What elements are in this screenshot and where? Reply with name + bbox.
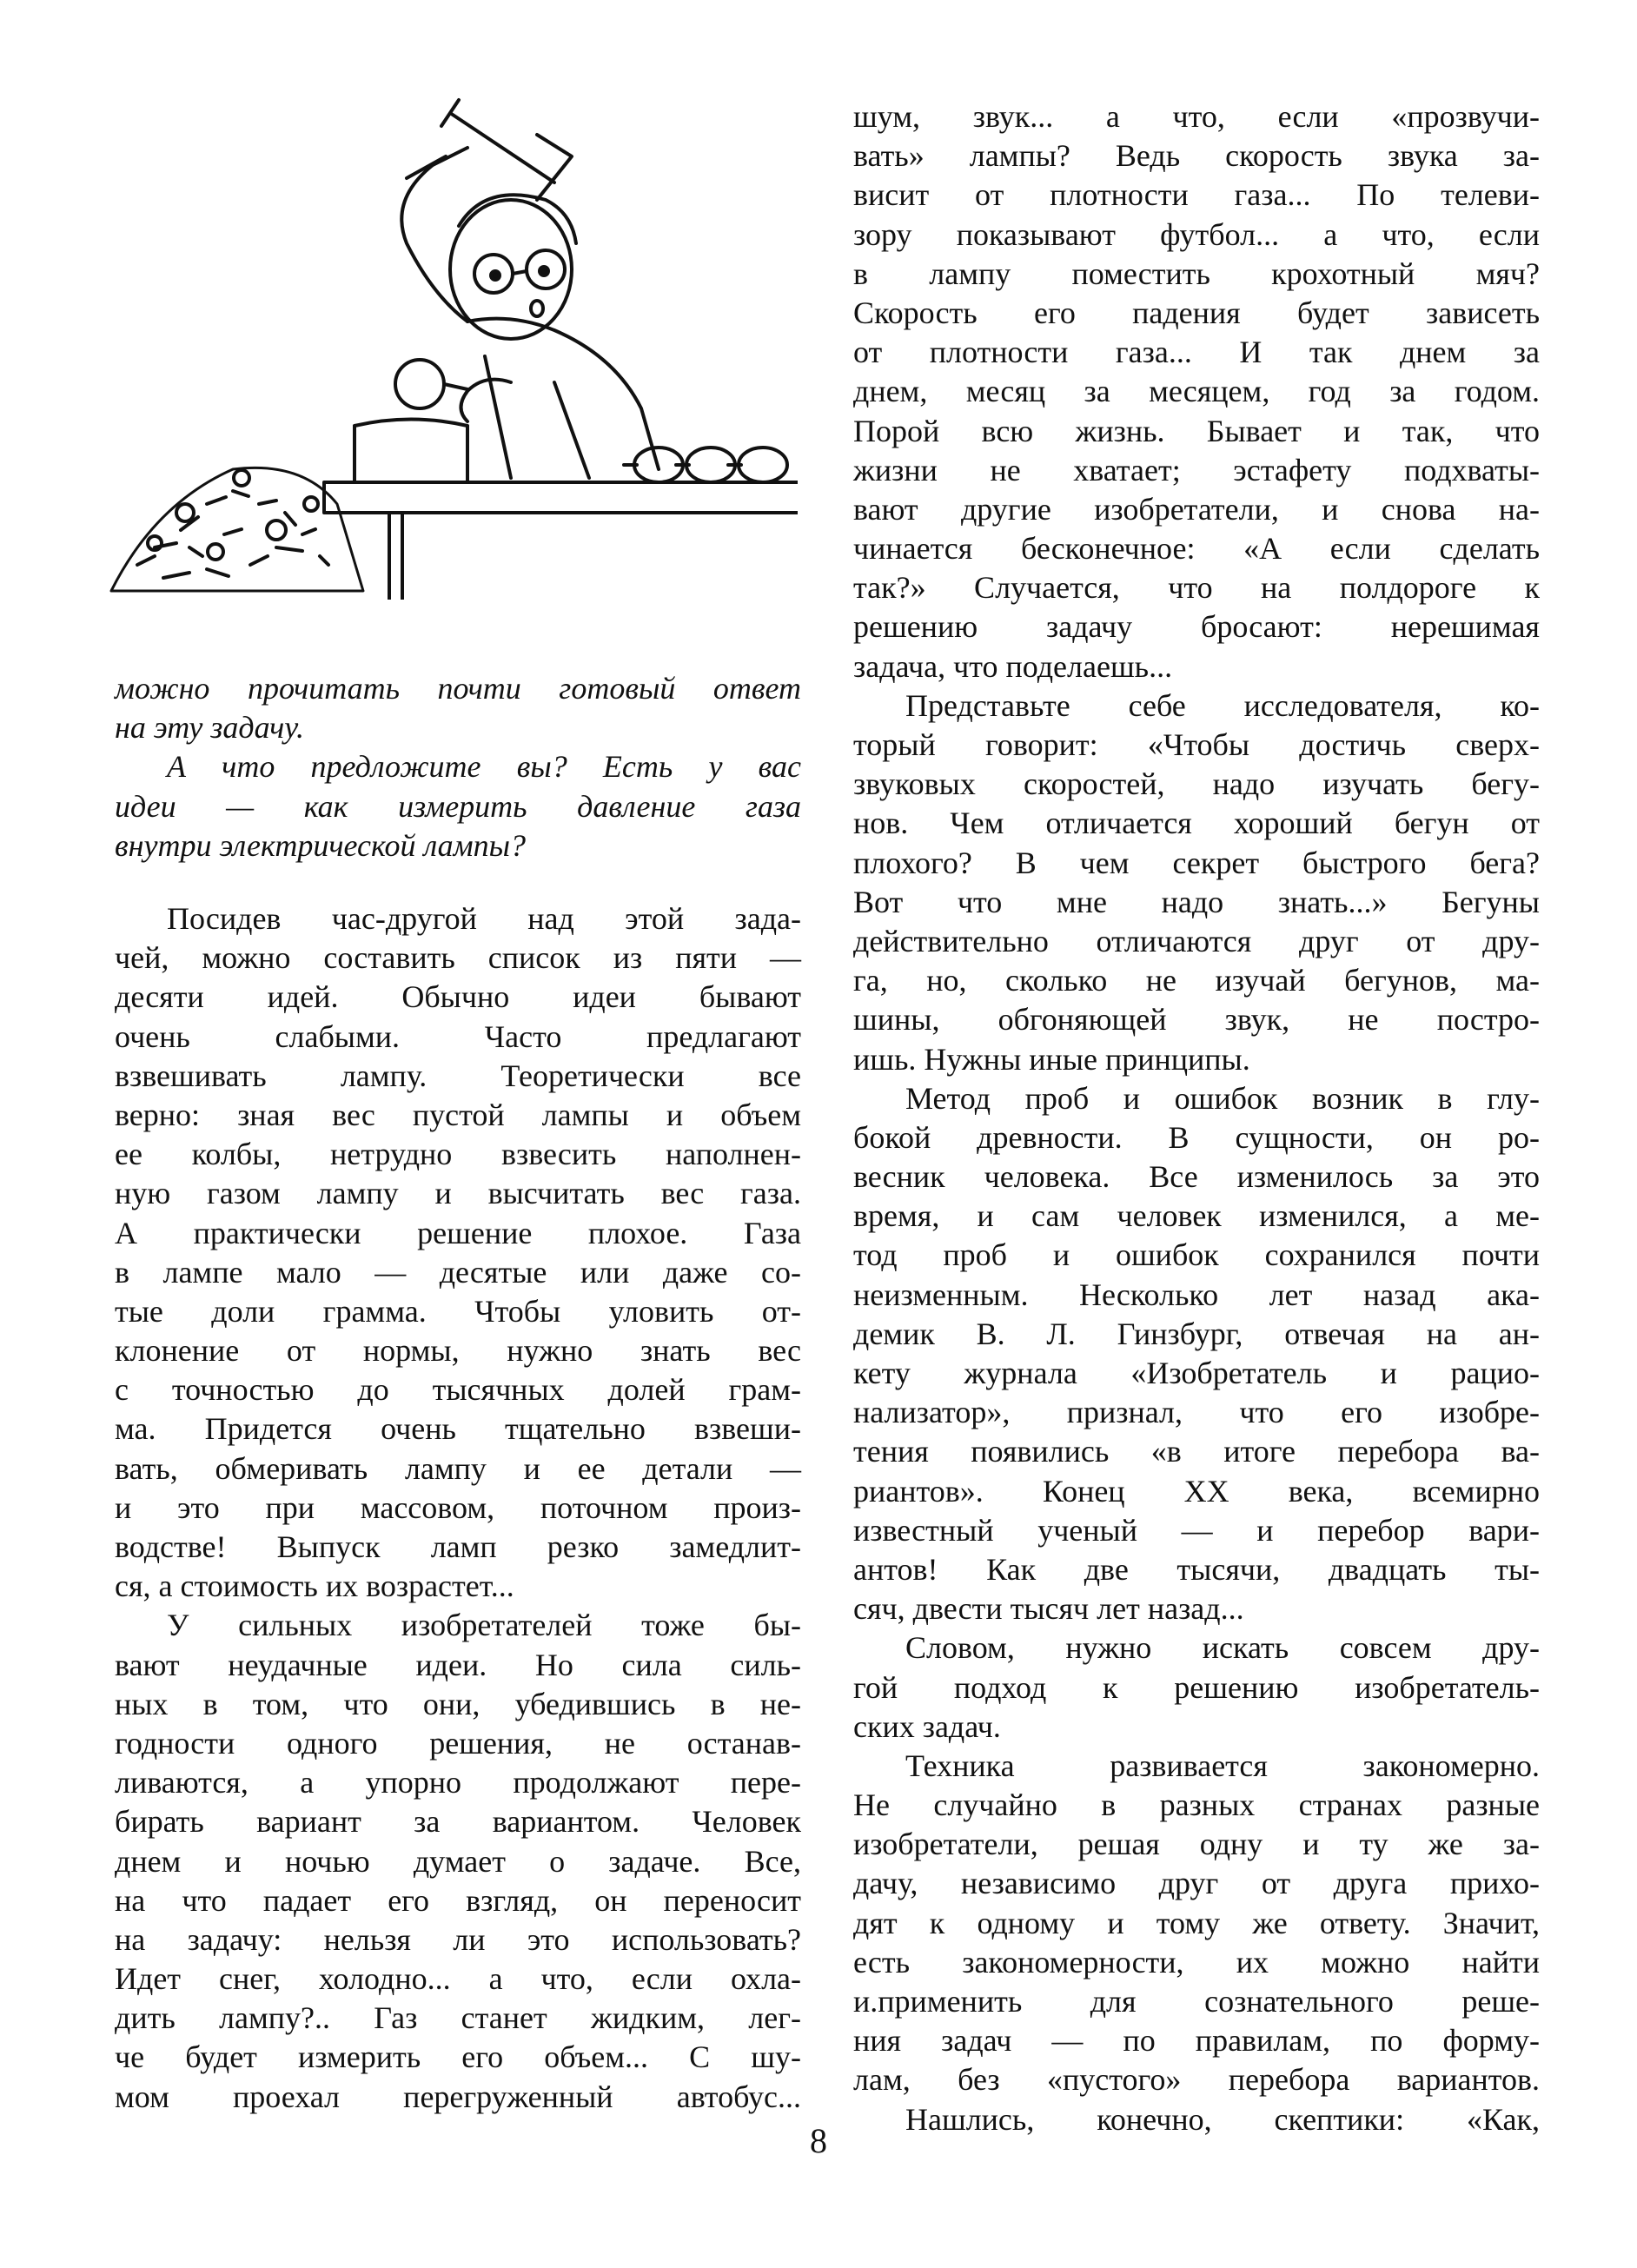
text-line: чинается бесконечное: «А если сделать bbox=[853, 531, 1540, 567]
text-line: взвешивать лампу. Теоретически все bbox=[115, 1058, 801, 1093]
caption-line: на эту задачу. bbox=[115, 710, 305, 746]
text-line: А практически решение плохое. Газа bbox=[115, 1215, 801, 1250]
text-line: дят к одному и тому же ответу. Значит, bbox=[853, 1905, 1540, 1940]
text-line: водстве! Выпуск ламп резко замедлит- bbox=[115, 1529, 801, 1564]
right-column bbox=[853, 97, 1540, 2139]
text-line: демик В. Л. Гинзбург, отвечая на ан- bbox=[853, 1316, 1540, 1351]
text-line: дить лампу?.. Газ станет жидким, лег- bbox=[115, 2000, 801, 2036]
cylinder bbox=[355, 420, 467, 483]
text-line: бирать вариант за вариантом. Человек bbox=[115, 1804, 801, 1840]
text-line: клонение от нормы, нужно знать вес bbox=[115, 1333, 801, 1369]
caption-line: идеи — как измерить давление газа bbox=[115, 788, 801, 824]
text-line: днем и ночью думает о задаче. Все, bbox=[115, 1843, 801, 1879]
text-line: чей, можно составить список из пяти — bbox=[115, 940, 801, 976]
text-line: нализатор», признал, что его изобре- bbox=[853, 1395, 1540, 1430]
text-line: в лампу поместить крохотный мяч? bbox=[853, 255, 1540, 291]
text-line: лам, без «пустого» перебора вариантов. bbox=[853, 2062, 1540, 2098]
text-line: десяти идей. Обычно идеи бывают bbox=[115, 979, 801, 1015]
text-line: Идет снег, холодно... а что, если охла- bbox=[115, 1961, 801, 1997]
text-line: шум, звук... а что, если «прозвучи- bbox=[853, 99, 1540, 134]
text-line: Скорость его падения будет зависеть bbox=[853, 295, 1540, 330]
caption-line: А что предложите вы? Есть у вас bbox=[167, 749, 801, 785]
text-line: ся, а стоимость их возрастет... bbox=[115, 1568, 514, 1604]
text-line: Не случайно в разных странах разные bbox=[853, 1787, 1540, 1823]
text-line: днем, месяц за месяцем, год за годом. bbox=[853, 374, 1540, 409]
text-line: тод проб и ошибок сохранился почти bbox=[853, 1237, 1540, 1273]
text-line: Представьте себе исследователя, ко- bbox=[905, 687, 1540, 723]
text-line: известный ученый — и перебор вари- bbox=[853, 1512, 1540, 1548]
text-line: Словом, нужно искать совсем дру- bbox=[905, 1630, 1540, 1666]
text-line: нов. Чем отличается хороший бегун от bbox=[853, 806, 1540, 841]
text-line: Вот что мне надо знать...» Бегуны bbox=[853, 884, 1540, 919]
text-line: гой подход к решению изобретатель- bbox=[853, 1669, 1540, 1705]
text-line: звуковых скоростей, надо изучать бегу- bbox=[853, 766, 1540, 802]
text-line: че будет измерить его объем... С шу- bbox=[115, 2039, 801, 2075]
text-line: Посидев час-другой над этой зада- bbox=[167, 901, 801, 936]
text-line: есть закономерности, их можно найти bbox=[853, 1944, 1540, 1980]
text-line: зору показывают футбол... а что, если bbox=[853, 216, 1540, 252]
text-line: ния задач — по правилам, по форму- bbox=[853, 2023, 1540, 2059]
text-line: действительно отличаются друг от дру- bbox=[853, 923, 1540, 958]
left-column bbox=[115, 899, 801, 2117]
text-line: на что падает его взгляд, он переносит bbox=[115, 1882, 801, 1918]
text-line: га, но, сколько не изучай бегунов, ма- bbox=[853, 963, 1540, 998]
text-line: сяч, двести тысяч лет назад... bbox=[853, 1591, 1244, 1627]
text-line: ных в том, что они, убедившись в не- bbox=[115, 1686, 801, 1721]
text-line: решению задачу бросают: нерешимая bbox=[853, 609, 1540, 645]
text-line: годности одного решения, не останав- bbox=[115, 1725, 801, 1761]
text-line: У сильных изобретателей тоже бы- bbox=[167, 1608, 801, 1643]
inventor-illustration bbox=[103, 96, 798, 600]
text-line: бокой древности. В сущности, он ро- bbox=[853, 1119, 1540, 1155]
text-line: в лампе мало — десятые или даже со- bbox=[115, 1254, 801, 1290]
text-line: ее колбы, нетрудно взвесить наполнен- bbox=[115, 1137, 801, 1172]
text-line: ма. Придется очень тщательно взвеши- bbox=[115, 1411, 801, 1447]
text-line: верно: зная вес пустой лампы и объем bbox=[115, 1097, 801, 1132]
text-line: ную газом лампу и высчитать вес газа. bbox=[115, 1176, 801, 1211]
text-line: торый говорит: «Чтобы достичь сверх- bbox=[853, 727, 1540, 762]
text-line: вать» лампы? Ведь скорость звука за- bbox=[853, 138, 1540, 174]
caption-line: можно прочитать почти готовый ответ bbox=[115, 671, 801, 706]
text-line: жизни не хватает; эстафету подхваты- bbox=[853, 452, 1540, 487]
bulbs-row bbox=[624, 448, 787, 482]
caption-line: внутри электрической лампы? bbox=[115, 827, 526, 863]
text-line: висит от плотности газа... По телеви- bbox=[853, 177, 1540, 213]
text-line: тения появились «в итоге перебора ва- bbox=[853, 1434, 1540, 1469]
text-line: шины, обгоняющей звук, не постро- bbox=[853, 1002, 1540, 1038]
text-line: Метод проб и ошибок возник в глу- bbox=[905, 1080, 1540, 1116]
text-line: ских задач. bbox=[853, 1708, 1001, 1744]
page-number: 8 bbox=[810, 2121, 827, 2160]
text-line: весник человека. Все изменилось за это bbox=[853, 1159, 1540, 1195]
text-line: на задачу: нельзя ли это использовать? bbox=[115, 1921, 801, 1957]
text-line: задача, что поделаешь... bbox=[853, 648, 1173, 684]
text-line: риантов». Конец XX века, всемирно bbox=[853, 1473, 1540, 1509]
text-line: так?» Случается, что на полдороге к bbox=[853, 570, 1540, 606]
text-line: Техника развивается закономерно. bbox=[905, 1747, 1540, 1783]
text-line: неизменным. Несколько лет назад ака- bbox=[853, 1277, 1540, 1312]
text-line: время, и сам человек изменился, а ме- bbox=[853, 1198, 1540, 1234]
text-line: Порой всю жизнь. Бывает и так, что bbox=[853, 413, 1540, 448]
text-line: ливаются, а упорно продолжают пере- bbox=[115, 1765, 801, 1800]
text-line: антов! Как две тысячи, двадцать ты- bbox=[853, 1551, 1540, 1587]
text-line: от плотности газа... И так днем за bbox=[853, 335, 1540, 370]
workbench bbox=[324, 482, 798, 600]
text-line: с точностью до тысячных долей грам- bbox=[115, 1372, 801, 1408]
illustration-caption bbox=[115, 669, 801, 865]
text-line: ишь. Нужны иные принципы. bbox=[853, 1041, 1250, 1077]
text-line: вают неудачные идеи. Но сила силь- bbox=[115, 1647, 801, 1682]
text-line: мом проехал перегруженный автобус... bbox=[115, 2079, 801, 2114]
text-line: вают другие изобретатели, и снова на- bbox=[853, 491, 1540, 527]
text-line: очень слабыми. Часто предлагают bbox=[115, 1018, 801, 1054]
text-line: тые доли грамма. Чтобы уловить от- bbox=[115, 1293, 801, 1329]
text-line: плохого? В чем секрет быстрого бега? bbox=[853, 845, 1540, 880]
text-line: Нашлись, конечно, скептики: «Как, bbox=[905, 2101, 1540, 2137]
text-line: вать, обмеривать лампу и ее детали — bbox=[115, 1450, 801, 1486]
text-line: дачу, независимо друг от друга прихо- bbox=[853, 1866, 1540, 1901]
text-line: изобретатели, решая одну и ту же за- bbox=[853, 1827, 1540, 1862]
text-line: кету журнала «Изобретатель и рацио- bbox=[853, 1356, 1540, 1390]
text-line: и.применить для сознательного реше- bbox=[853, 1984, 1540, 2019]
text-line: и это при массовом, поточном произ- bbox=[115, 1489, 801, 1525]
